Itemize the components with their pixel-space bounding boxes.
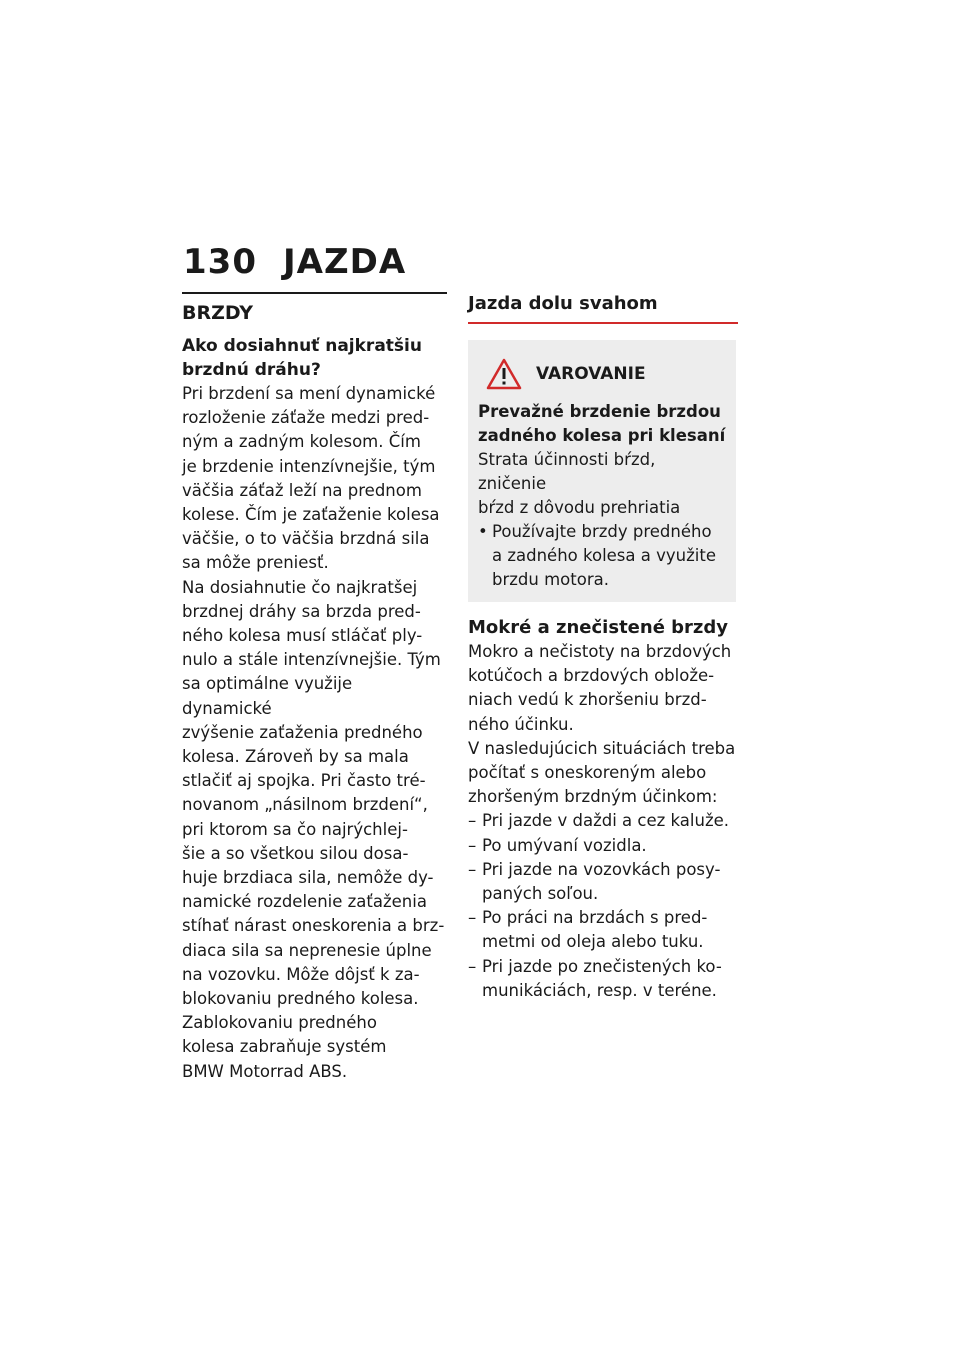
list-item-line: Pri jazde v daždi a cez kaluže. xyxy=(482,811,730,831)
body-line: stlačiť aj spojka. Pri často tré- xyxy=(182,771,426,791)
body-line: ným a zadným kolesom. Čím xyxy=(182,432,421,452)
body-line: väčšia záťaž leží na prednom xyxy=(182,480,422,500)
list-item-line: Pri jazde na vozovkách posy- xyxy=(482,859,721,879)
wet-brakes-title: Mokré a znečistené brzdy xyxy=(468,617,729,638)
warning-bullet xyxy=(478,520,726,592)
wet-text-line: niach vedú k zhoršeniu brzd- xyxy=(468,690,707,710)
section-title: BRZDY xyxy=(182,302,254,324)
body-line: huje brzdiaca sila, nemôže dy- xyxy=(182,868,434,888)
body-text xyxy=(182,382,447,1084)
wet-brakes-text xyxy=(468,640,738,809)
wet-text-line: V nasledujúcich situáciách treba xyxy=(468,738,736,758)
dash-mark: – xyxy=(468,908,477,928)
dash-mark: – xyxy=(468,956,477,976)
subtitle-line: brzdnú dráhu? xyxy=(182,360,321,380)
body-line: BMW Motorrad ABS. xyxy=(182,1061,348,1081)
warning-heading-line: zadného kolesa pri klesaní xyxy=(478,426,726,445)
wet-text-line: zhoršeným brzdným účinkom: xyxy=(468,787,718,807)
wet-text-line: ného účinku. xyxy=(468,714,574,734)
body-line: blokovaniu predného kolesa. xyxy=(182,989,419,1009)
warning-text-line: bŕzd z dôvodu prehriatia xyxy=(478,498,681,517)
body-line: brzdnej dráhy sa brzda pred- xyxy=(182,601,421,621)
body-line: šie a so všetkou silou dosa- xyxy=(182,843,409,863)
list-item-line: Po práci na brzdách s pred- xyxy=(482,908,708,928)
downhill-title: Jazda dolu svahom xyxy=(468,293,658,314)
warning-text xyxy=(478,448,726,520)
dash-mark: – xyxy=(468,859,477,879)
list-item-line: Po umývaní vozidla. xyxy=(482,835,647,855)
body-line: Zablokovaniu predného xyxy=(182,1013,377,1033)
warning-heading-line: Prevažné brzdenie brzdou xyxy=(478,402,721,421)
subsection-title xyxy=(182,334,447,382)
body-line: rozloženie záťaže medzi pred- xyxy=(182,408,430,428)
warning-heading xyxy=(478,400,726,448)
page-header xyxy=(183,240,406,284)
body-line: novanom „násilnom brzdení“, xyxy=(182,795,428,815)
right-column xyxy=(468,292,738,1003)
body-line: na vozovku. Môže dôjsť k za- xyxy=(182,964,420,984)
warning-box xyxy=(468,340,736,602)
body-line: kolesa. Zároveň by sa mala xyxy=(182,747,409,767)
bullet-mark: • xyxy=(478,522,488,541)
list-item-line: paných soľou. xyxy=(482,884,599,904)
body-line: namické rozdelenie zaťaženia xyxy=(182,892,427,912)
warning-header xyxy=(478,354,726,394)
list-item xyxy=(468,955,738,1003)
body-line: nulo a stále intenzívnejšie. Tým xyxy=(182,650,441,670)
body-line: ného kolesa musí stláčať ply- xyxy=(182,626,423,646)
bullet-line: brzdu motora. xyxy=(492,570,609,589)
list-item-line: munikáciách, resp. v teréne. xyxy=(482,980,717,1000)
body-line: kolese. Čím je zaťaženie kolesa xyxy=(182,505,440,525)
list-item xyxy=(468,809,738,833)
wet-text-line: kotúčoch a brzdových oblože- xyxy=(468,666,715,686)
body-line: diaca sila sa neprenesie úplne xyxy=(182,940,432,960)
list-item xyxy=(468,906,738,954)
left-column xyxy=(182,292,447,1084)
wet-text-line: Mokro a nečistoty na brzdových xyxy=(468,642,732,661)
subtitle-line: Ako dosiahnuť najkratšiu xyxy=(182,336,422,356)
body-line: Na dosiahnutie čo najkratšej xyxy=(182,577,418,597)
list-item-line: metmi od oleja alebo tuku. xyxy=(482,932,704,952)
body-line: je brzdenie intenzívnejšie, tým xyxy=(182,456,436,476)
list-item-line: Pri jazde po znečistených ko- xyxy=(482,956,722,976)
body-line: sa môže preniesť. xyxy=(182,553,329,573)
dash-mark: – xyxy=(468,811,477,831)
body-line: sa optimálne využije dynamické xyxy=(182,674,353,718)
situation-list xyxy=(468,809,738,1003)
body-line: Pri brzdení sa mení dynamické xyxy=(182,384,436,403)
bullet-line: a zadného kolesa a využite xyxy=(492,546,716,565)
page-number: 130 xyxy=(183,242,257,282)
warning-label: VAROVANIE xyxy=(536,364,646,384)
body-line: stíhať nárast oneskorenia a brz- xyxy=(182,916,445,936)
warning-triangle-icon xyxy=(486,358,522,390)
body-line: väčšie, o to väčšia brzdná sila xyxy=(182,529,430,549)
dash-mark: – xyxy=(468,835,477,855)
list-item xyxy=(468,834,738,858)
body-line: pri ktorom sa čo najrýchlej- xyxy=(182,819,408,839)
list-item xyxy=(468,858,738,906)
body-line: zvýšenie zaťaženia predného xyxy=(182,722,423,742)
section-rule xyxy=(182,292,447,294)
chapter-title: JAZDA xyxy=(283,242,407,282)
warning-text-line: Strata účinnosti bŕzd, zničenie xyxy=(478,450,656,493)
wet-text-line: počítať s oneskoreným alebo xyxy=(468,763,707,783)
bullet-line: Používajte brzdy predného xyxy=(492,522,712,541)
body-line: kolesa zabraňuje systém xyxy=(182,1037,387,1057)
